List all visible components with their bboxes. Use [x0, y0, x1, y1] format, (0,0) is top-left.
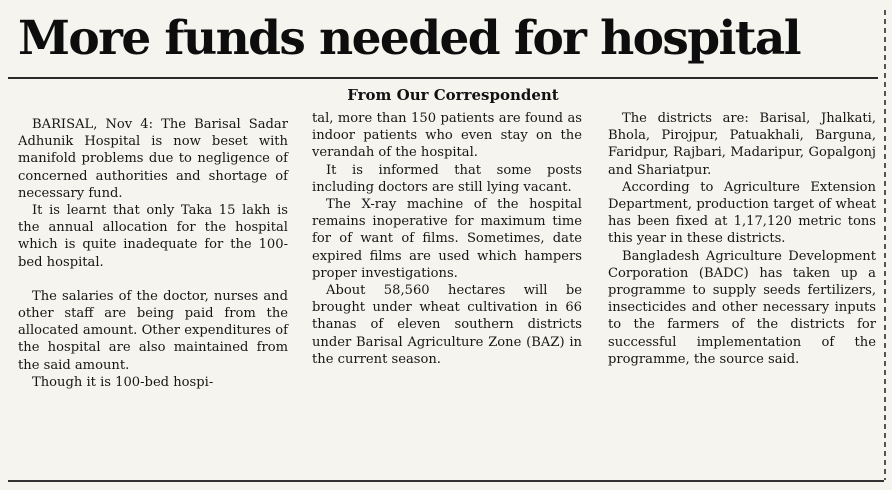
paragraph: BARISAL, Nov 4: The Barisal Sadar Adhunik Hospital is now beset with manifold problems due to negligence of concerned authorities and shortage of necessary fund.	[18, 117, 288, 201]
bottom-rule	[8, 480, 884, 482]
paragraph: Bangladesh Agriculture Development Corporation (BADC) has taken up a programme to supply seeds fertilizers, insecticides and other necessary inputs to the farmers of the districts for successful implementation of the programme, the source said.	[608, 248, 876, 367]
byline: From Our Correspondent	[347, 86, 559, 104]
paragraph: It is learnt that only Taka 15 lakh is the annual allocation for the hospital which is quite inadequate for the 100-bed hospital.	[18, 203, 288, 270]
paragraph: The salaries of the doctor, nurses and other staff are being paid from the allocated amount. Other expenditures of the hospital are also maintained from the said amount.	[18, 288, 288, 373]
paragraph: It is informed that some posts including doctors are still lying vacant.	[312, 162, 582, 195]
column-2	[312, 110, 582, 368]
clipping-edge	[884, 10, 886, 480]
column-3	[608, 110, 876, 368]
paragraph: Though it is 100-bed hospi-	[32, 374, 214, 390]
column-1	[18, 116, 288, 391]
headline: More funds needed for hospital	[18, 11, 801, 66]
paragraph: The districts are: Barisal, Jhalkati, Bhola, Pirojpur, Patuakhali, Barguna, Faridpur, Rajbari, Madaripur, Gopalgonj and Shariatpur.	[608, 111, 876, 178]
paragraph: tal, more than 150 patients are found as indoor patients who even stay on the verandah of the hospital.	[312, 111, 582, 161]
headline-rule	[8, 77, 878, 79]
paragraph: About 58,560 hectares will be brought under wheat cultivation in 66 thanas of eleven southern districts under Barisal Agriculture Zone (BAZ) in the current season.	[312, 283, 582, 367]
paragraph: According to Agriculture Extension Department, production target of wheat has been fixed at 1,17,120 metric tons this year in these districts.	[608, 179, 876, 247]
paragraph: The X-ray machine of the hospital remains inoperative for maximum time for of want of films. Sometimes, date expired films are used which hampers proper investigations.	[312, 197, 582, 281]
